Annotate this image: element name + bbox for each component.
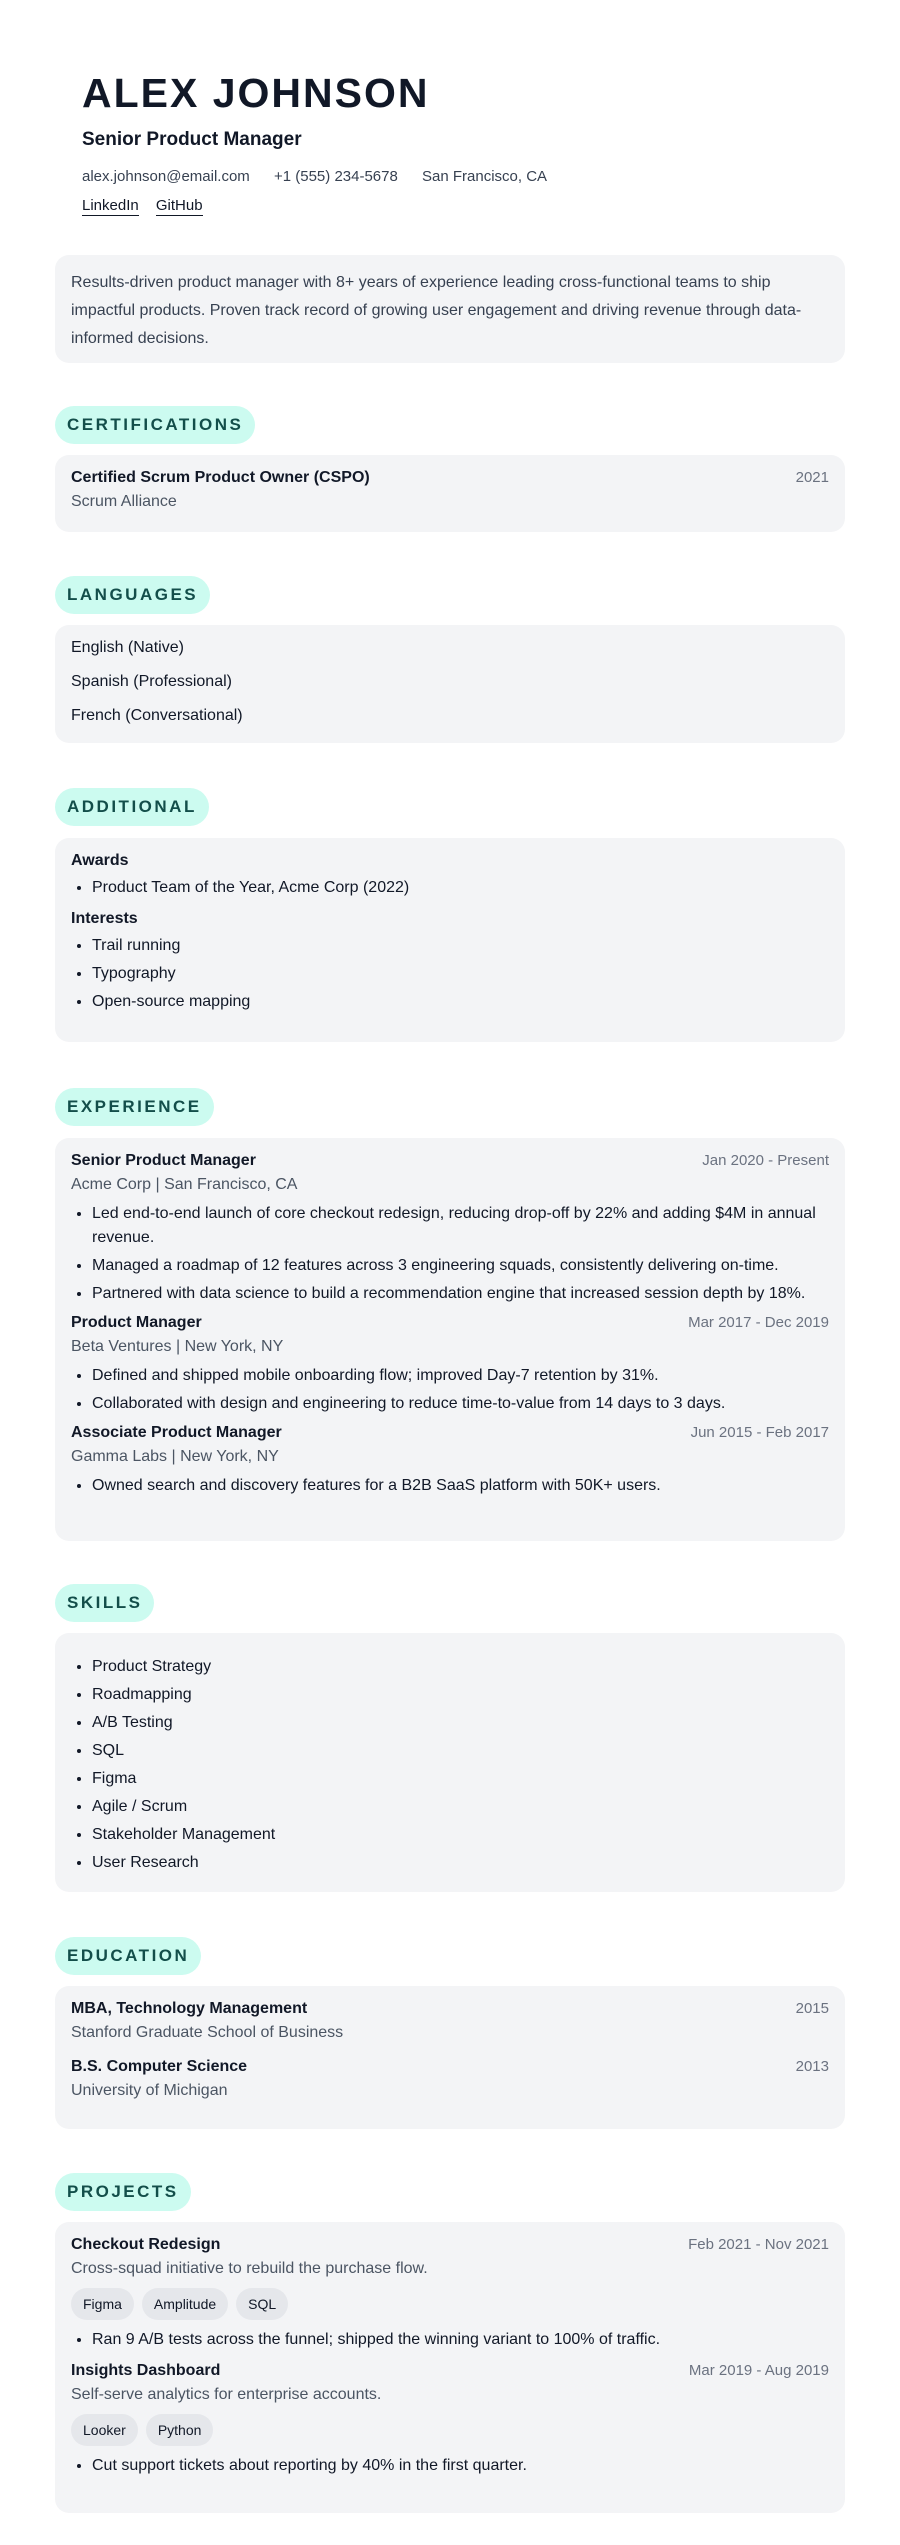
job-bullets <box>71 1474 829 1498</box>
section-heading-skills: SKILLS <box>55 1584 154 1622</box>
skill-item: • Roadmapping <box>92 1683 829 1707</box>
profile-links <box>82 197 822 214</box>
project-tag: Amplitude <box>142 2288 228 2320</box>
job-entry <box>71 1152 829 1306</box>
job-company: Gamma Labs | New York, NY <box>71 1448 279 1465</box>
section-heading-education: EDUCATION <box>55 1937 201 1975</box>
project-entry <box>71 2236 829 2352</box>
skill-item: • Figma <box>92 1767 829 1791</box>
job-bullet: • Collaborated with design and engineering to reduce time-to-value from 14 days to 3 days. <box>92 1392 829 1416</box>
project-dates: Feb 2021 - Nov 2021 <box>688 2236 829 2253</box>
job-bullet: • Led end-to-end launch of core checkout redesign, reducing drop-off by 22% and adding $4M in annual revenue. <box>92 1202 829 1250</box>
job-title: Senior Product Manager <box>71 1152 256 1169</box>
language-item: English (Native) <box>71 639 184 656</box>
interests-label: Interests <box>71 910 138 927</box>
job-bullet: • Owned search and discovery features for a B2B SaaS platform with 50K+ users. <box>92 1474 829 1498</box>
job-bullets <box>71 1364 829 1416</box>
additional-card <box>55 838 845 1042</box>
interest-item: • Typography <box>92 962 829 986</box>
job-bullet: • Defined and shipped mobile onboarding flow; improved Day-7 retention by 31%. <box>92 1364 829 1388</box>
skill-item: • Product Strategy <box>92 1655 829 1679</box>
project-tags <box>71 2414 829 2446</box>
education-degree: B.S. Computer Science <box>71 2058 248 2075</box>
project-tag: SQL <box>236 2288 288 2320</box>
interest-item: • Open-source mapping <box>92 990 829 1014</box>
contact-phone: +1 (555) 234-5678 <box>273 168 398 186</box>
project-name: Checkout Redesign <box>71 2236 221 2253</box>
job-bullet: • Managed a roadmap of 12 features across 3 engineering squads, consistently delivering on-time. <box>92 1254 829 1278</box>
job-dates: Jan 2020 - Present <box>702 1152 829 1169</box>
summary-card <box>55 255 845 363</box>
job-title: Associate Product Manager <box>71 1424 282 1441</box>
language-item: Spanish (Professional) <box>71 673 232 690</box>
project-tag: Looker <box>71 2414 138 2446</box>
job-dates: Jun 2015 - Feb 2017 <box>690 1424 829 1441</box>
candidate-name: ALEX JOHNSON <box>82 70 430 116</box>
certification-issuer: Scrum Alliance <box>71 493 177 510</box>
skill-item: • Stakeholder Management <box>92 1823 829 1847</box>
interests-list <box>71 934 829 1014</box>
education-school: University of Michigan <box>71 2082 228 2099</box>
section-heading-certifications: CERTIFICATIONS <box>55 406 255 444</box>
project-bullet: • Cut support tickets about reporting by 40% in the first quarter. <box>92 2454 829 2478</box>
skill-item: • User Research <box>92 1851 829 1875</box>
job-company: Beta Ventures | New York, NY <box>71 1338 284 1355</box>
interest-item: • Trail running <box>92 934 829 958</box>
project-description: Cross-squad initiative to rebuild the purchase flow. <box>71 2260 428 2277</box>
project-tag: Python <box>146 2414 214 2446</box>
section-heading-experience: EXPERIENCE <box>55 1088 214 1126</box>
section-heading-additional: ADDITIONAL <box>55 788 209 826</box>
resume-header <box>82 70 822 214</box>
education-degree: MBA, Technology Management <box>71 2000 308 2017</box>
section-heading-projects: PROJECTS <box>55 2173 191 2211</box>
project-entry <box>71 2362 829 2478</box>
job-entry <box>71 1314 829 1416</box>
awards-label: Awards <box>71 852 129 869</box>
github-link[interactable]: GitHub <box>155 197 203 215</box>
education-school: Stanford Graduate School of Business <box>71 2024 344 2041</box>
project-tag: Figma <box>71 2288 134 2320</box>
project-tags <box>71 2288 829 2320</box>
certification-year: 2021 <box>795 469 829 486</box>
education-entry <box>71 2058 829 2100</box>
project-dates: Mar 2019 - Aug 2019 <box>688 2362 829 2379</box>
education-year: 2015 <box>795 2000 829 2017</box>
education-card <box>55 1986 845 2129</box>
skills-list <box>71 1655 829 1875</box>
job-bullets <box>71 1202 829 1306</box>
certifications-card <box>55 455 845 532</box>
project-description: Self-serve analytics for enterprise accounts. <box>71 2386 382 2403</box>
projects-card <box>55 2222 845 2513</box>
award-item: • Product Team of the Year, Acme Corp (2022) <box>92 876 829 900</box>
job-bullet: • Partnered with data science to build a recommendation engine that increased session depth by 18%. <box>92 1282 829 1306</box>
contact-line <box>82 168 822 185</box>
job-company: Acme Corp | San Francisco, CA <box>71 1176 298 1193</box>
contact-email[interactable]: alex.johnson@email.com <box>82 168 250 186</box>
job-entry <box>71 1424 829 1498</box>
candidate-title: Senior Product Manager <box>82 129 302 151</box>
experience-card <box>55 1138 845 1541</box>
skill-item: • A/B Testing <box>92 1711 829 1735</box>
job-dates: Mar 2017 - Dec 2019 <box>688 1314 829 1331</box>
languages-card <box>55 625 845 743</box>
awards-list <box>71 876 829 900</box>
contact-location: San Francisco, CA <box>422 168 548 186</box>
project-bullets <box>71 2454 829 2478</box>
summary-text: Results-driven product manager with 8+ years of experience leading cross-functional teams to ship impactful products. Proven track record of growing user engagement and driving revenue through data-informed decisions. <box>71 274 802 347</box>
certification-entry <box>71 469 829 487</box>
linkedin-link[interactable]: LinkedIn <box>82 197 139 215</box>
project-name: Insights Dashboard <box>71 2362 221 2379</box>
project-bullets <box>71 2328 829 2352</box>
skill-item: • SQL <box>92 1739 829 1763</box>
certification-title: Certified Scrum Product Owner (CSPO) <box>71 469 370 486</box>
job-title: Product Manager <box>71 1314 202 1331</box>
education-year: 2013 <box>795 2058 829 2075</box>
language-item: French (Conversational) <box>71 707 243 724</box>
project-bullet: • Ran 9 A/B tests across the funnel; shipped the winning variant to 100% of traffic. <box>92 2328 829 2352</box>
education-entry <box>71 2000 829 2042</box>
section-heading-languages: LANGUAGES <box>55 576 210 614</box>
skills-card <box>55 1633 845 1892</box>
skill-item: • Agile / Scrum <box>92 1795 829 1819</box>
